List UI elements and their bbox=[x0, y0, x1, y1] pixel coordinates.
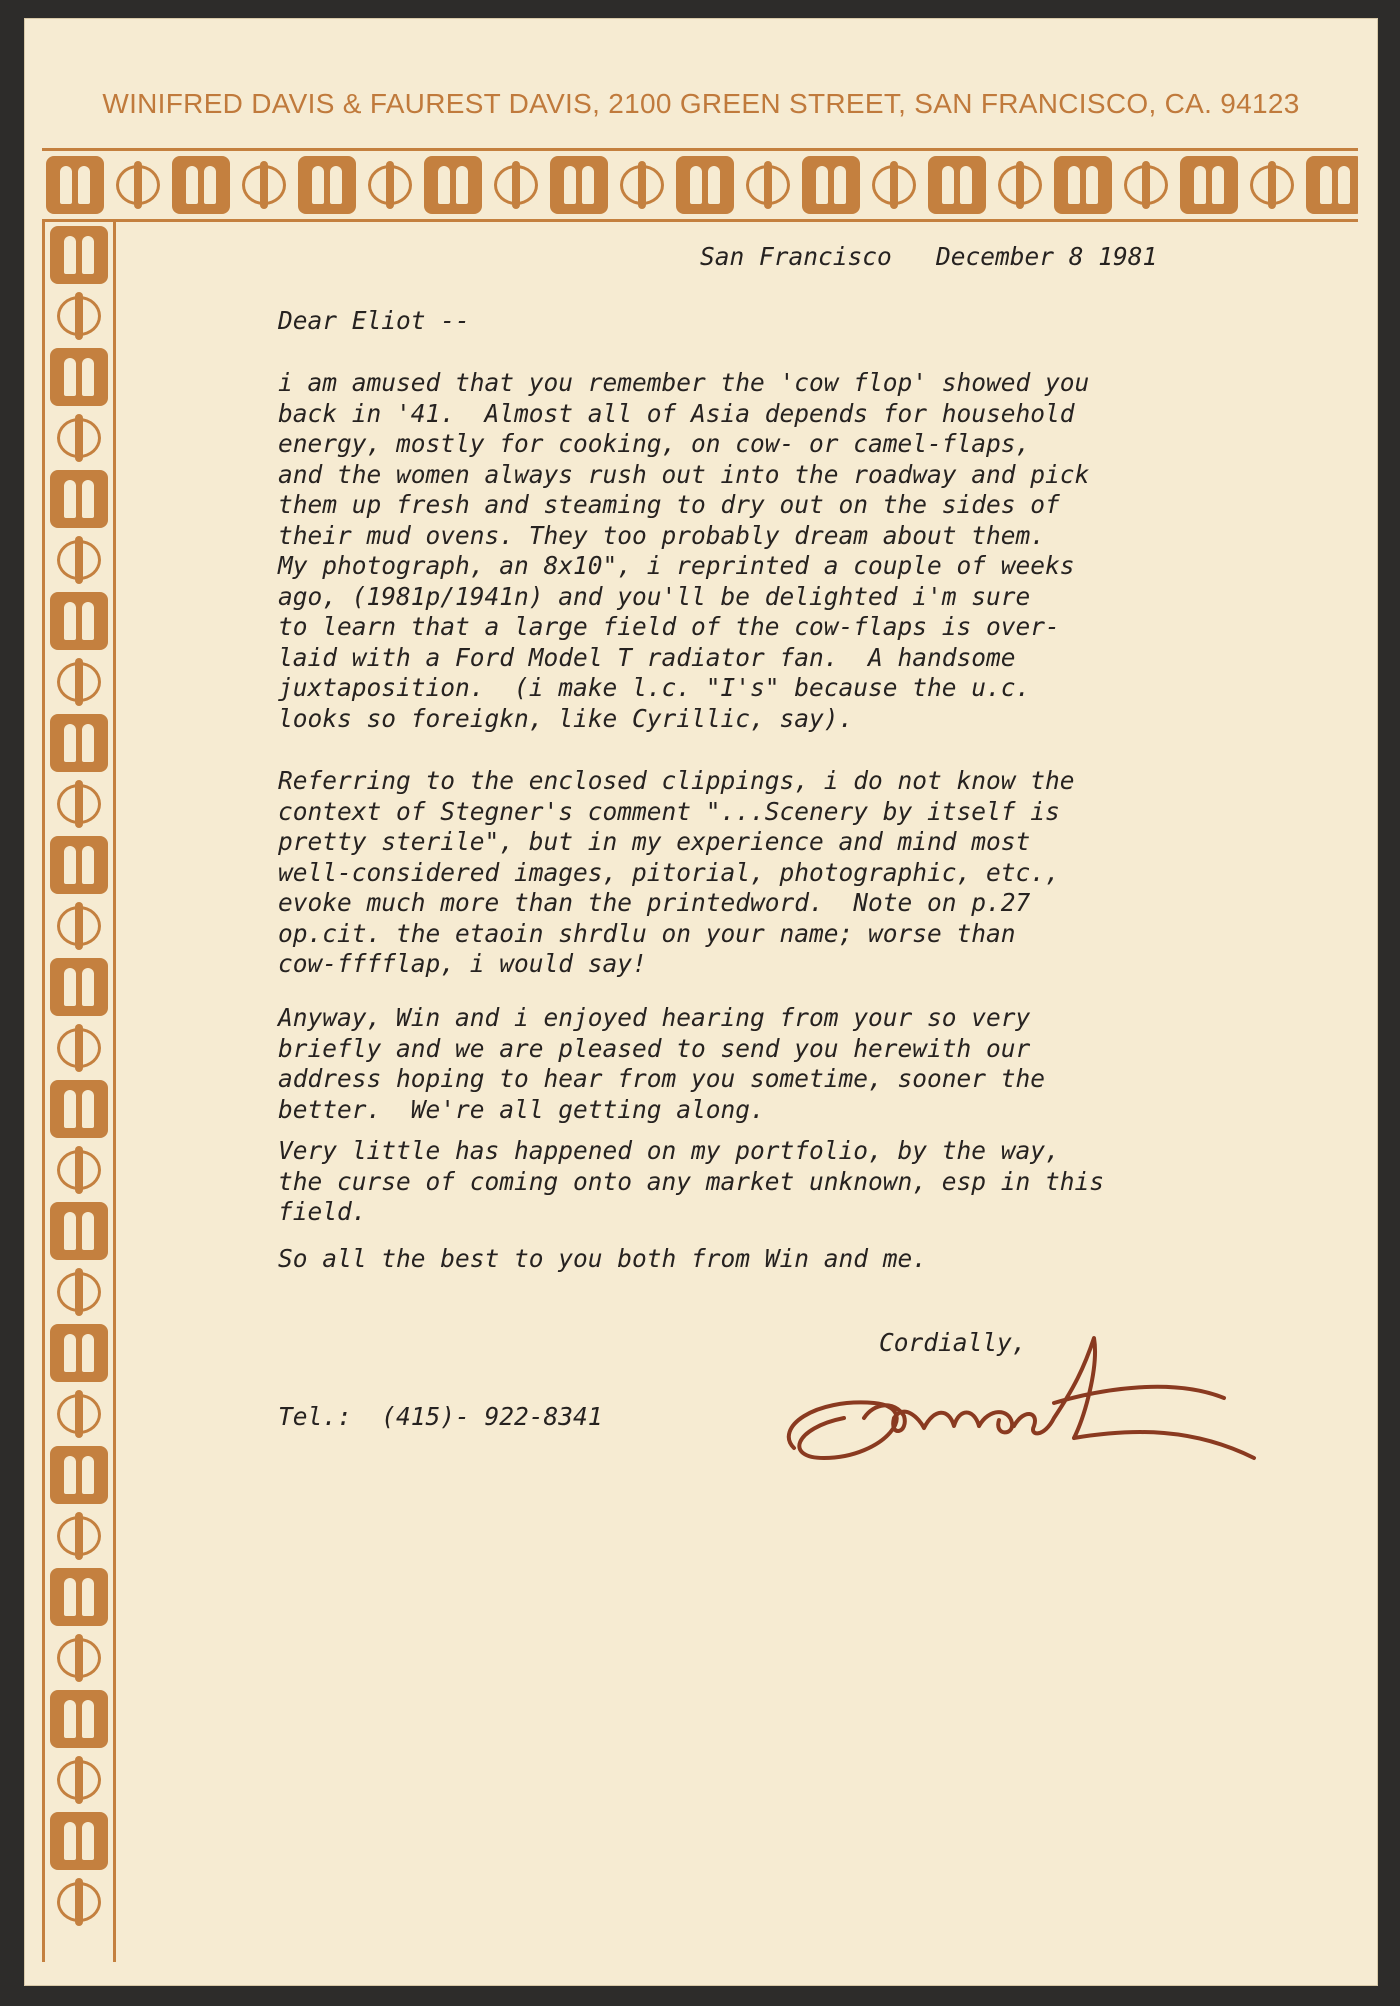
scroll-ornament-icon bbox=[1242, 157, 1302, 213]
scroll-ornament-icon bbox=[49, 1386, 109, 1442]
figure-ornament-icon bbox=[50, 348, 108, 406]
scroll-ornament-icon bbox=[49, 410, 109, 466]
scroll-ornament-icon bbox=[49, 1264, 109, 1320]
figure-ornament-icon bbox=[50, 714, 108, 772]
figure-ornament-icon bbox=[50, 592, 108, 650]
figure-ornament-icon bbox=[1306, 156, 1358, 214]
scroll-ornament-icon bbox=[612, 157, 672, 213]
scroll-ornament-icon bbox=[49, 1752, 109, 1808]
figure-ornament-icon bbox=[50, 836, 108, 894]
figure-ornament-icon bbox=[424, 156, 482, 214]
paragraph-3: Anyway, Win and i enjoyed hearing from your so very briefly and we are pleased to send you herewith our address hoping to hear from you sometime, sooner the better. We're all getting along. bbox=[278, 1003, 1046, 1124]
salutation: Dear Eliot -- bbox=[278, 306, 470, 335]
closing: Cordially, bbox=[879, 1328, 1027, 1357]
scroll-ornament-icon bbox=[49, 532, 109, 588]
paragraph-2: Referring to the enclosed clippings, i do not know the context of Stegner's comment "...Scenery by itself is pretty sterile", but in my experience and mind most well-considered images, pitorial, photographic, etc., evoke much more than the printedword. Note on p.27 op.cit. the etaoin shrdlu on your name; worse than cow-fffflap, i would say! bbox=[278, 766, 1075, 978]
ornamental-border-left bbox=[42, 222, 116, 1962]
scroll-ornament-icon bbox=[49, 776, 109, 832]
handwritten-signature bbox=[754, 1308, 1354, 1488]
scroll-ornament-icon bbox=[49, 1508, 109, 1564]
scroll-ornament-icon bbox=[49, 654, 109, 710]
scroll-ornament-icon bbox=[49, 898, 109, 954]
figure-ornament-icon bbox=[50, 1812, 108, 1870]
letter-page bbox=[24, 18, 1378, 1986]
figure-ornament-icon bbox=[50, 1202, 108, 1260]
scroll-ornament-icon bbox=[1116, 157, 1176, 213]
figure-ornament-icon bbox=[50, 1080, 108, 1138]
dateline: San Francisco December 8 1981 bbox=[700, 242, 1158, 271]
scroll-ornament-icon bbox=[108, 157, 168, 213]
figure-ornament-icon bbox=[550, 156, 608, 214]
paragraph-4: Very little has happened on my portfolio, by the way, the curse of coming onto any market unknown, esp in this field. bbox=[278, 1136, 1105, 1226]
scroll-ornament-icon bbox=[49, 288, 109, 344]
figure-ornament-icon bbox=[50, 1446, 108, 1504]
scroll-ornament-icon bbox=[49, 1142, 109, 1198]
scroll-ornament-icon bbox=[360, 157, 420, 213]
scroll-ornament-icon bbox=[234, 157, 294, 213]
figure-ornament-icon bbox=[1180, 156, 1238, 214]
paragraph-1: i am amused that you remember the 'cow flop' showed you back in '41. Almost all of Asia depends for household energy, mostly for cooking, on cow- or camel-flaps, and the women always rush out into the roadway and pick them up fresh and steaming to dry out on the sides of their mud ovens. They too probably dream about them. My photograph, an 8x10", i reprinted a couple of weeks ago, (1981p/1941n) and you'll be delighted i'm sure to learn that a large field of the cow-flaps is over- laid with a Ford Model T radiator fan. A handsome juxtaposition. (i make l.c. "I's" because the u.c. looks so foreigkn, like Cyrillic, say). bbox=[278, 368, 1090, 733]
letterhead: WINIFRED DAVIS & FAUREST DAVIS, 2100 GREEN STREET, SAN FRANCISCO, CA. 94123 bbox=[102, 88, 1300, 119]
figure-ornament-icon bbox=[172, 156, 230, 214]
scroll-ornament-icon bbox=[738, 157, 798, 213]
scroll-ornament-icon bbox=[990, 157, 1050, 213]
figure-ornament-icon bbox=[50, 1324, 108, 1382]
figure-ornament-icon bbox=[46, 156, 104, 214]
scroll-ornament-icon bbox=[49, 1630, 109, 1686]
figure-ornament-icon bbox=[50, 226, 108, 284]
scroll-ornament-icon bbox=[49, 1874, 109, 1930]
paragraph-5: So all the best to you both from Win and me. bbox=[278, 1244, 928, 1273]
figure-ornament-icon bbox=[50, 1690, 108, 1748]
ornamental-border-top bbox=[42, 148, 1358, 222]
figure-ornament-icon bbox=[676, 156, 734, 214]
figure-ornament-icon bbox=[50, 958, 108, 1016]
telephone: Tel.: (415)- 922-8341 bbox=[278, 1402, 603, 1431]
scroll-ornament-icon bbox=[486, 157, 546, 213]
figure-ornament-icon bbox=[50, 470, 108, 528]
figure-ornament-icon bbox=[928, 156, 986, 214]
scroll-ornament-icon bbox=[49, 1020, 109, 1076]
figure-ornament-icon bbox=[50, 1568, 108, 1626]
figure-ornament-icon bbox=[1054, 156, 1112, 214]
figure-ornament-icon bbox=[298, 156, 356, 214]
scroll-ornament-icon bbox=[864, 157, 924, 213]
figure-ornament-icon bbox=[802, 156, 860, 214]
